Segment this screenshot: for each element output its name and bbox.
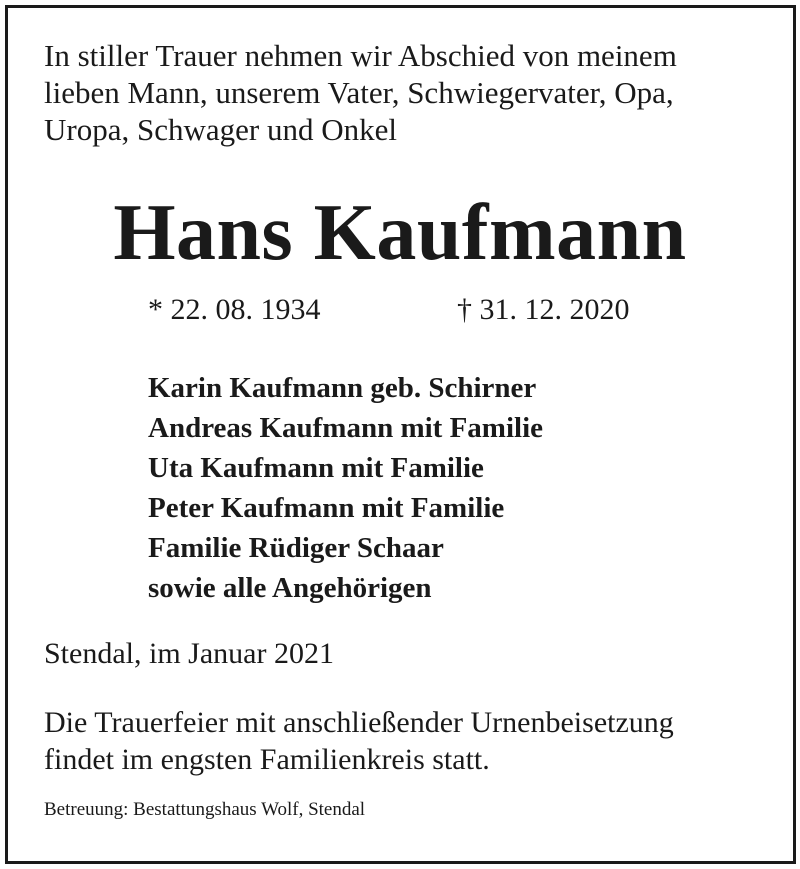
ceremony-notice	[44, 704, 674, 778]
mourner-line: Peter Kaufmann mit Familie	[148, 492, 505, 524]
death-date: † 31. 12. 2020	[457, 293, 630, 326]
intro-line: In stiller Trauer nehmen wir Abschied von meinem	[44, 38, 677, 73]
place-date: Stendal, im Januar 2021	[44, 637, 334, 670]
intro-line: lieben Mann, unserem Vater, Schwiegervater, Opa,	[44, 75, 674, 110]
ceremony-line: Die Trauerfeier mit anschließender Urnenbeisetzung	[44, 706, 674, 739]
birth-date: * 22. 08. 1934	[148, 293, 321, 326]
mourner-line: Uta Kaufmann mit Familie	[148, 452, 484, 484]
deceased-name: Hans Kaufmann	[113, 189, 687, 277]
mourner-line: Familie Rüdiger Schaar	[148, 532, 444, 564]
intro-line: Uropa, Schwager und Onkel	[44, 112, 397, 147]
mourner-line: Karin Kaufmann geb. Schirner	[148, 372, 537, 404]
mourners-list	[148, 368, 543, 608]
intro-text	[44, 37, 764, 148]
mourner-line: sowie alle Angehörigen	[148, 572, 432, 604]
mourner-line: Andreas Kaufmann mit Familie	[148, 412, 543, 444]
funeral-home-credit: Betreuung: Bestattungshaus Wolf, Stendal	[44, 799, 366, 820]
ceremony-line: findet im engsten Familienkreis statt.	[44, 743, 490, 776]
